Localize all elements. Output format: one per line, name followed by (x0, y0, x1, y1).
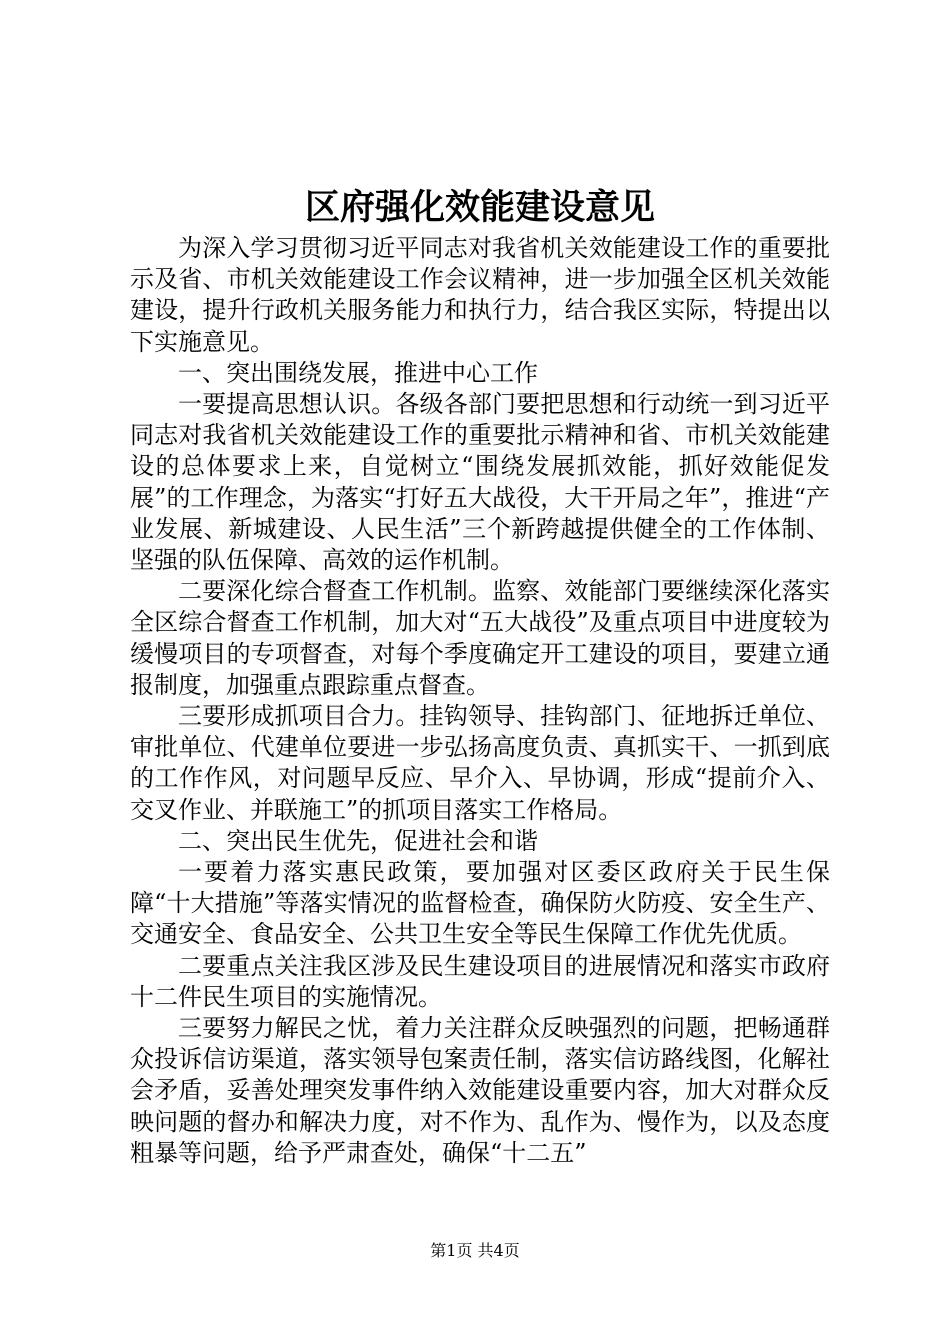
paragraph-2-2: 二要重点关注我区涉及民生建设项目的进展情况和落实市政府十二件民生项目的实施情况。 (130, 951, 830, 1011)
section-heading-2: 二、突出民生优先，促进社会和谐 (178, 826, 538, 855)
paragraph-1-2: 二要深化综合督查工作机制。监察、效能部门要继续深化落实全区综合督查工作机制，加大对“五大战役”及重点项目中进度较为缓慢项目的专项督查，对每个季度确定开工建设的项目，要建立通报制度，加强重点跟踪重点督查。 (130, 577, 830, 699)
page-footer: 第1页 共4页 (430, 1241, 520, 1260)
paragraph-intro: 为深入学习贯彻习近平同志对我省机关效能建设工作的重要批示及省、市机关效能建设工作会议精神，进一步加强全区机关效能建设，提升行政机关服务能力和执行力，结合我区实际，特提出以下实施意见。 (130, 234, 830, 356)
section-heading-1: 一、突出围绕发展，推进中心工作 (178, 358, 538, 387)
paragraph-1-3: 三要形成抓项目合力。挂钩领导、挂钩部门、征地拆迁单位、审批单位、代建单位要进一步弘扬高度负责、真抓实干、一抓到底的工作作风，对问题早反应、早介入、早协调，形成“提前介入、交叉作业、并联施工”的抓项目落实工作格局。 (130, 702, 830, 824)
document-body (130, 233, 830, 1169)
paragraph-2-3: 三要努力解民之忧，着力关注群众反映强烈的问题，把畅通群众投诉信访渠道，落实领导包案责任制，落实信访路线图，化解社会矛盾，妥善处理突发事件纳入效能建设重要内容，加大对群众反映问题的督办和解决力度，对不作为、乱作为、慢作为，以及态度粗暴等问题，给予严肃查处，确保“十二五” (130, 1014, 830, 1167)
document-title: 区府强化效能建设意见 (304, 187, 655, 228)
paragraph-2-1: 一要着力落实惠民政策，要加强对区委区政府关于民生保障“十大措施”等落实情况的监督检查，确保防火防疫、安全生产、交通安全、食品安全、公共卫生安全等民生保障工作优先优质。 (130, 858, 830, 949)
paragraph-1-1: 一要提高思想认识。各级各部门要把思想和行动统一到习近平同志对我省机关效能建设工作的重要批示精神和省、市机关效能建设的总体要求上来，自觉树立“围绕发展抓效能，抓好效能促发展”的工作理念，为落实“打好五大战役，大干开局之年”，推进“产业发展、新城建设、人民生活”三个新跨越提供健全的工作体制、坚强的队伍保障、高效的运作机制。 (130, 390, 830, 575)
